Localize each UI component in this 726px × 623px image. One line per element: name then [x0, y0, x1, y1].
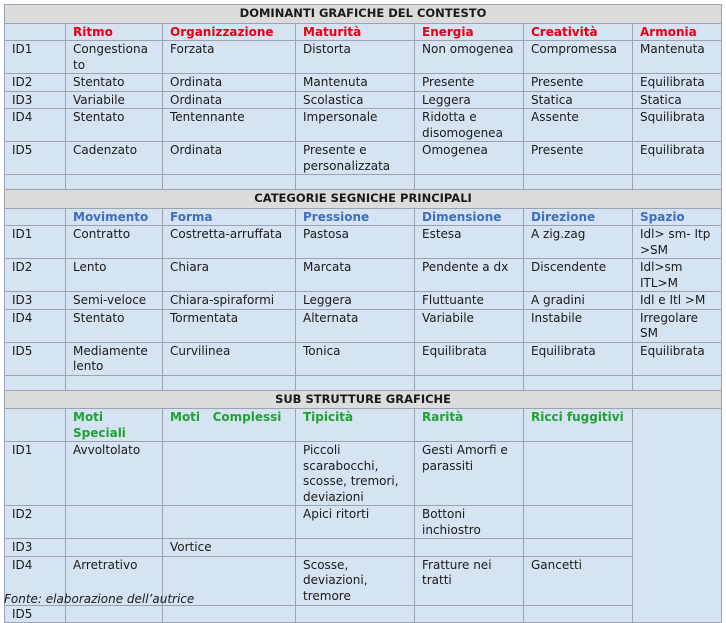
table-cell: Pastosa — [296, 226, 415, 259]
table-cell: Squilibrata — [633, 109, 722, 142]
table-cell: A zig.zag — [524, 226, 633, 259]
row-id: ID5 — [5, 342, 66, 375]
header-moti-complessi: Moti Complessi — [163, 409, 296, 442]
row-id: ID3 — [5, 539, 66, 557]
header-blank — [5, 23, 66, 41]
table-row — [5, 91, 722, 109]
row-id: ID2 — [5, 74, 66, 92]
table-cell: Idl e Itl >M — [633, 292, 722, 310]
table-cell: Discendente — [524, 259, 633, 292]
table-cell — [66, 539, 163, 557]
table-cell: Equilibrata — [415, 342, 524, 375]
table-row — [5, 109, 722, 142]
spacer-row — [5, 175, 722, 190]
table-cell: Costretta-arruffata — [163, 226, 296, 259]
table-cell — [296, 605, 415, 623]
header-organizzazione: Organizzazione — [163, 23, 296, 41]
table-cell: Semi-veloce — [66, 292, 163, 310]
empty-column — [633, 409, 722, 623]
row-id: ID3 — [5, 292, 66, 310]
table-cell: Omogenea — [415, 142, 524, 175]
table-cell: Gesti Amorfi e parassiti — [415, 442, 524, 506]
data-table — [4, 4, 722, 623]
table-cell: Mediamente lento — [66, 342, 163, 375]
table-row — [5, 506, 722, 539]
table-cell: Forzata — [163, 41, 296, 74]
table-cell: Equilibrata — [633, 142, 722, 175]
row-id: ID5 — [5, 142, 66, 175]
table-cell: Lento — [66, 259, 163, 292]
table-cell: Idl> sm- Itp >SM — [633, 226, 722, 259]
spacer-row — [5, 375, 722, 390]
table-cell: Pendente a dx — [415, 259, 524, 292]
table-cell: Scosse, deviazioni, tremore — [296, 556, 415, 605]
table-cell: Curvilinea — [163, 342, 296, 375]
table-row — [5, 226, 722, 259]
table-row — [5, 442, 722, 506]
header-movimento: Movimento — [66, 208, 163, 226]
row-id: ID1 — [5, 41, 66, 74]
header-dimensione: Dimensione — [415, 208, 524, 226]
row-id: ID1 — [5, 442, 66, 506]
section-title-sub-strutture: SUB STRUTTURE GRAFICHE — [5, 390, 722, 409]
table-cell — [524, 539, 633, 557]
section-title-dominanti: DOMINANTI GRAFICHE DEL CONTESTO — [5, 5, 722, 24]
table-cell — [163, 605, 296, 623]
table-cell: Chiara — [163, 259, 296, 292]
table-cell — [415, 539, 524, 557]
table-cell: Presente — [415, 74, 524, 92]
table-row — [5, 309, 722, 342]
table-cell: Apici ritorti — [296, 506, 415, 539]
header-moti-speciali: Moti Speciali — [66, 409, 163, 442]
table-cell: Distorta — [296, 41, 415, 74]
table-cell — [415, 605, 524, 623]
table-cell: Leggera — [415, 91, 524, 109]
table-cell: Estesa — [415, 226, 524, 259]
header-tipicita: Tipicità — [296, 409, 415, 442]
table-cell: Statica — [524, 91, 633, 109]
header-forma: Forma — [163, 208, 296, 226]
table-row — [5, 41, 722, 74]
table-cell: Contratto — [66, 226, 163, 259]
table-cell: Mantenuta — [633, 41, 722, 74]
section-title-categorie: CATEGORIE SEGNICHE PRINCIPALI — [5, 190, 722, 209]
table-cell: Tentennante — [163, 109, 296, 142]
table-cell — [163, 442, 296, 506]
table-cell: Bottoni inchiostro — [415, 506, 524, 539]
table-cell: Equilibrata — [633, 74, 722, 92]
table-cell: Scolastica — [296, 91, 415, 109]
table-cell: Congestiona to — [66, 41, 163, 74]
table-cell: Ordinata — [163, 74, 296, 92]
table-cell: Tormentata — [163, 309, 296, 342]
table-cell: Stentato — [66, 109, 163, 142]
table-cell — [296, 539, 415, 557]
table-cell: Tonica — [296, 342, 415, 375]
table-cell: Instabile — [524, 309, 633, 342]
header-blank — [5, 409, 66, 442]
table-cell — [163, 506, 296, 539]
table-row — [5, 74, 722, 92]
table-cell: Statica — [633, 91, 722, 109]
header-blank — [5, 208, 66, 226]
table-cell: Equilibrata — [633, 342, 722, 375]
table-cell: Equilibrata — [524, 342, 633, 375]
row-id: ID2 — [5, 506, 66, 539]
row-id: ID4 — [5, 556, 66, 605]
table-cell: Marcata — [296, 259, 415, 292]
table-row — [5, 292, 722, 310]
table-cell — [66, 605, 163, 623]
row-id: ID2 — [5, 259, 66, 292]
table-cell: Gancetti — [524, 556, 633, 605]
row-id: ID5 — [5, 605, 66, 623]
table-cell: Cadenzato — [66, 142, 163, 175]
row-id: ID4 — [5, 109, 66, 142]
table-cell: A gradini — [524, 292, 633, 310]
header-rarita: Rarità — [415, 409, 524, 442]
table-cell: Vortice — [163, 539, 296, 557]
table-cell — [524, 605, 633, 623]
header-maturita: Maturità — [296, 23, 415, 41]
table-cell: Irregolare SM — [633, 309, 722, 342]
table-cell: Fluttuante — [415, 292, 524, 310]
table-cell: Presente — [524, 142, 633, 175]
table-cell: Mantenuta — [296, 74, 415, 92]
table-cell: Variabile — [66, 91, 163, 109]
table-cell: Ridotta e disomogenea — [415, 109, 524, 142]
header-energia: Energia — [415, 23, 524, 41]
table-cell: Leggera — [296, 292, 415, 310]
table-cell: Idl>sm ITL>M — [633, 259, 722, 292]
table-cell: Avvoltolato — [66, 442, 163, 506]
table-cell — [524, 442, 633, 506]
table-cell: Arretrativo — [66, 556, 163, 605]
table-row — [5, 259, 722, 292]
table-cell: Presente e personalizzata — [296, 142, 415, 175]
table-cell: Piccoli scarabocchi, scosse, tremori, deviazioni — [296, 442, 415, 506]
table-cell: Stentato — [66, 309, 163, 342]
row-id: ID1 — [5, 226, 66, 259]
table-cell: Impersonale — [296, 109, 415, 142]
table-cell: Assente — [524, 109, 633, 142]
header-creativita: Creatività — [524, 23, 633, 41]
table-cell: Fratture nei tratti — [415, 556, 524, 605]
row-id: ID4 — [5, 309, 66, 342]
table-cell: Compromessa — [524, 41, 633, 74]
row-id: ID3 — [5, 91, 66, 109]
table-cell: Non omogenea — [415, 41, 524, 74]
table-cell: Chiara-spiraformi — [163, 292, 296, 310]
table-cell: Alternata — [296, 309, 415, 342]
header-spazio: Spazio — [633, 208, 722, 226]
header-armonia: Armonia — [633, 23, 722, 41]
table-cell: Ordinata — [163, 91, 296, 109]
table-row — [5, 539, 722, 557]
table-row — [5, 342, 722, 375]
table-cell — [524, 506, 633, 539]
table-row — [5, 142, 722, 175]
header-pressione: Pressione — [296, 208, 415, 226]
source-caption: Fonte: elaborazione dell’autrice — [4, 592, 195, 606]
table-cell — [66, 506, 163, 539]
table-row — [5, 605, 722, 623]
table-cell: Variabile — [415, 309, 524, 342]
table-cell: Ordinata — [163, 142, 296, 175]
header-ritmo: Ritmo — [66, 23, 163, 41]
table-cell: Stentato — [66, 74, 163, 92]
header-direzione: Direzione — [524, 208, 633, 226]
table-cell: Presente — [524, 74, 633, 92]
header-ricci-fuggitivi: Ricci fuggitivi — [524, 409, 633, 442]
